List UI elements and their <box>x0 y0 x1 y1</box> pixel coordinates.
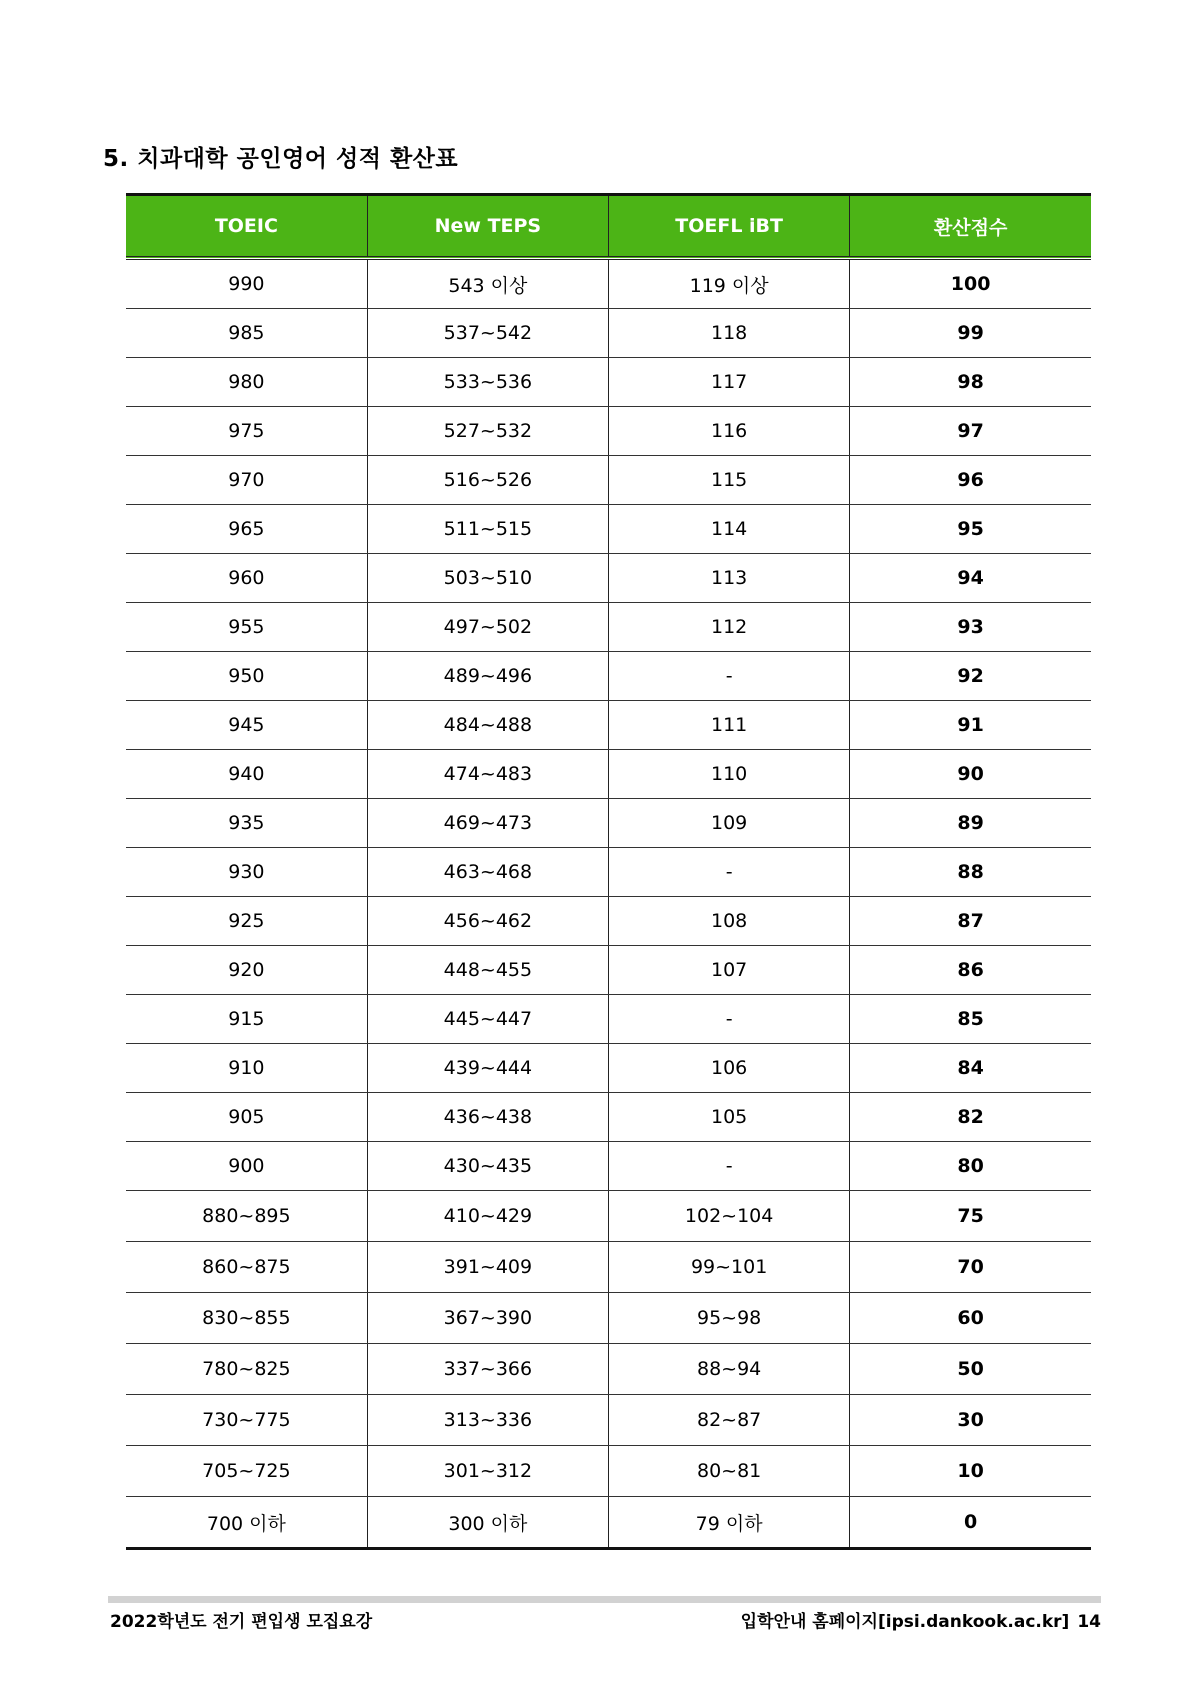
toefl-ibt-cell: 102~104 <box>609 1191 850 1242</box>
converted-score-cell: 96 <box>850 456 1091 505</box>
converted-score-cell: 88 <box>850 848 1091 897</box>
table-header-row <box>126 195 1091 259</box>
toeic-cell: 965 <box>126 505 367 554</box>
page-number: 14 <box>1077 1612 1101 1632</box>
toeic-cell: 975 <box>126 407 367 456</box>
table-header <box>126 195 1091 259</box>
new-teps-cell: 436~438 <box>367 1093 608 1142</box>
toefl-ibt-cell: 105 <box>609 1093 850 1142</box>
toefl-ibt-cell: 107 <box>609 946 850 995</box>
converted-score-cell: 97 <box>850 407 1091 456</box>
toefl-ibt-cell: - <box>609 995 850 1044</box>
toefl-ibt-cell: 116 <box>609 407 850 456</box>
toefl-ibt-cell: 118 <box>609 309 850 358</box>
toefl-ibt-cell: 119 이상 <box>609 258 850 309</box>
toefl-ibt-cell: 113 <box>609 554 850 603</box>
table-row <box>126 554 1091 603</box>
converted-score-cell: 87 <box>850 897 1091 946</box>
table-body <box>126 258 1091 1549</box>
new-teps-cell: 300 이하 <box>367 1497 608 1549</box>
footer-divider <box>108 1596 1101 1603</box>
table-row <box>126 750 1091 799</box>
converted-score-cell: 0 <box>850 1497 1091 1549</box>
toeic-cell: 730~775 <box>126 1395 367 1446</box>
new-teps-cell: 533~536 <box>367 358 608 407</box>
column-header-new-teps: New TEPS <box>367 195 608 259</box>
converted-score-cell: 98 <box>850 358 1091 407</box>
new-teps-cell: 337~366 <box>367 1344 608 1395</box>
new-teps-cell: 410~429 <box>367 1191 608 1242</box>
toefl-ibt-cell: - <box>609 652 850 701</box>
table-row <box>126 603 1091 652</box>
new-teps-cell: 469~473 <box>367 799 608 848</box>
toeic-cell: 950 <box>126 652 367 701</box>
table-row <box>126 946 1091 995</box>
converted-score-cell: 85 <box>850 995 1091 1044</box>
toefl-ibt-cell: 112 <box>609 603 850 652</box>
table-row <box>126 1293 1091 1344</box>
new-teps-cell: 537~542 <box>367 309 608 358</box>
table-row <box>126 1446 1091 1497</box>
table-row <box>126 1191 1091 1242</box>
toeic-cell: 700 이하 <box>126 1497 367 1549</box>
new-teps-cell: 448~455 <box>367 946 608 995</box>
toeic-cell: 900 <box>126 1142 367 1191</box>
toeic-cell: 915 <box>126 995 367 1044</box>
table-row <box>126 1344 1091 1395</box>
toeic-cell: 880~895 <box>126 1191 367 1242</box>
table-row <box>126 652 1091 701</box>
toefl-ibt-cell: 95~98 <box>609 1293 850 1344</box>
toefl-ibt-cell: 106 <box>609 1044 850 1093</box>
section-heading: 5. 치과대학 공인영어 성적 환산표 <box>103 146 459 172</box>
footer-homepage <box>741 1607 1101 1632</box>
table-row <box>126 358 1091 407</box>
new-teps-cell: 301~312 <box>367 1446 608 1497</box>
new-teps-cell: 511~515 <box>367 505 608 554</box>
new-teps-cell: 367~390 <box>367 1293 608 1344</box>
table-row <box>126 1242 1091 1293</box>
toefl-ibt-cell: 114 <box>609 505 850 554</box>
toefl-ibt-cell: 80~81 <box>609 1446 850 1497</box>
toefl-ibt-cell: 109 <box>609 799 850 848</box>
toeic-cell: 925 <box>126 897 367 946</box>
new-teps-cell: 445~447 <box>367 995 608 1044</box>
toeic-cell: 955 <box>126 603 367 652</box>
new-teps-cell: 489~496 <box>367 652 608 701</box>
new-teps-cell: 543 이상 <box>367 258 608 309</box>
table-row <box>126 1044 1091 1093</box>
toeic-cell: 830~855 <box>126 1293 367 1344</box>
table-row <box>126 1142 1091 1191</box>
table-row <box>126 309 1091 358</box>
converted-score-cell: 60 <box>850 1293 1091 1344</box>
new-teps-cell: 430~435 <box>367 1142 608 1191</box>
new-teps-cell: 439~444 <box>367 1044 608 1093</box>
footer-document-title: 2022학년도 전기 편입생 모집요강 <box>110 1612 373 1632</box>
converted-score-cell: 95 <box>850 505 1091 554</box>
toefl-ibt-cell: - <box>609 1142 850 1191</box>
toeic-cell: 960 <box>126 554 367 603</box>
toeic-cell: 990 <box>126 258 367 309</box>
converted-score-cell: 89 <box>850 799 1091 848</box>
converted-score-cell: 82 <box>850 1093 1091 1142</box>
new-teps-cell: 516~526 <box>367 456 608 505</box>
toeic-cell: 920 <box>126 946 367 995</box>
table-row <box>126 407 1091 456</box>
table-row <box>126 799 1091 848</box>
new-teps-cell: 484~488 <box>367 701 608 750</box>
converted-score-cell: 93 <box>850 603 1091 652</box>
table-row <box>126 897 1091 946</box>
table-row <box>126 456 1091 505</box>
toeic-cell: 940 <box>126 750 367 799</box>
toeic-cell: 970 <box>126 456 367 505</box>
toeic-cell: 980 <box>126 358 367 407</box>
new-teps-cell: 313~336 <box>367 1395 608 1446</box>
converted-score-cell: 86 <box>850 946 1091 995</box>
converted-score-cell: 70 <box>850 1242 1091 1293</box>
toefl-ibt-cell: 99~101 <box>609 1242 850 1293</box>
converted-score-cell: 10 <box>850 1446 1091 1497</box>
toefl-ibt-cell: 117 <box>609 358 850 407</box>
converted-score-cell: 84 <box>850 1044 1091 1093</box>
toeic-cell: 930 <box>126 848 367 897</box>
new-teps-cell: 456~462 <box>367 897 608 946</box>
converted-score-cell: 99 <box>850 309 1091 358</box>
toefl-ibt-cell: - <box>609 848 850 897</box>
converted-score-cell: 94 <box>850 554 1091 603</box>
toefl-ibt-cell: 110 <box>609 750 850 799</box>
converted-score-cell: 75 <box>850 1191 1091 1242</box>
new-teps-cell: 463~468 <box>367 848 608 897</box>
table-row <box>126 1395 1091 1446</box>
converted-score-cell: 30 <box>850 1395 1091 1446</box>
toefl-ibt-cell: 108 <box>609 897 850 946</box>
converted-score-cell: 50 <box>850 1344 1091 1395</box>
toeic-cell: 945 <box>126 701 367 750</box>
toefl-ibt-cell: 79 이하 <box>609 1497 850 1549</box>
new-teps-cell: 527~532 <box>367 407 608 456</box>
toeic-cell: 905 <box>126 1093 367 1142</box>
toeic-cell: 985 <box>126 309 367 358</box>
table-row <box>126 1093 1091 1142</box>
new-teps-cell: 497~502 <box>367 603 608 652</box>
toefl-ibt-cell: 82~87 <box>609 1395 850 1446</box>
converted-score-cell: 100 <box>850 258 1091 309</box>
toefl-ibt-cell: 115 <box>609 456 850 505</box>
toefl-ibt-cell: 88~94 <box>609 1344 850 1395</box>
column-header-toeic: TOEIC <box>126 195 367 259</box>
score-conversion-table <box>126 193 1091 1550</box>
new-teps-cell: 474~483 <box>367 750 608 799</box>
toeic-cell: 780~825 <box>126 1344 367 1395</box>
table-row <box>126 1497 1091 1549</box>
converted-score-cell: 90 <box>850 750 1091 799</box>
converted-score-cell: 80 <box>850 1142 1091 1191</box>
toeic-cell: 860~875 <box>126 1242 367 1293</box>
new-teps-cell: 391~409 <box>367 1242 608 1293</box>
footer-homepage-text: 입학안내 홈페이지[ipsi.dankook.ac.kr] <box>740 1612 1070 1632</box>
toefl-ibt-cell: 111 <box>609 701 850 750</box>
table-row <box>126 505 1091 554</box>
toeic-cell: 910 <box>126 1044 367 1093</box>
table-row <box>126 258 1091 309</box>
toeic-cell: 935 <box>126 799 367 848</box>
new-teps-cell: 503~510 <box>367 554 608 603</box>
table-row <box>126 701 1091 750</box>
table-row <box>126 848 1091 897</box>
toeic-cell: 705~725 <box>126 1446 367 1497</box>
table-row <box>126 995 1091 1044</box>
column-header-toefl-ibt: TOEFL iBT <box>609 195 850 259</box>
column-header-converted-score: 환산점수 <box>850 195 1091 259</box>
converted-score-cell: 92 <box>850 652 1091 701</box>
converted-score-cell: 91 <box>850 701 1091 750</box>
